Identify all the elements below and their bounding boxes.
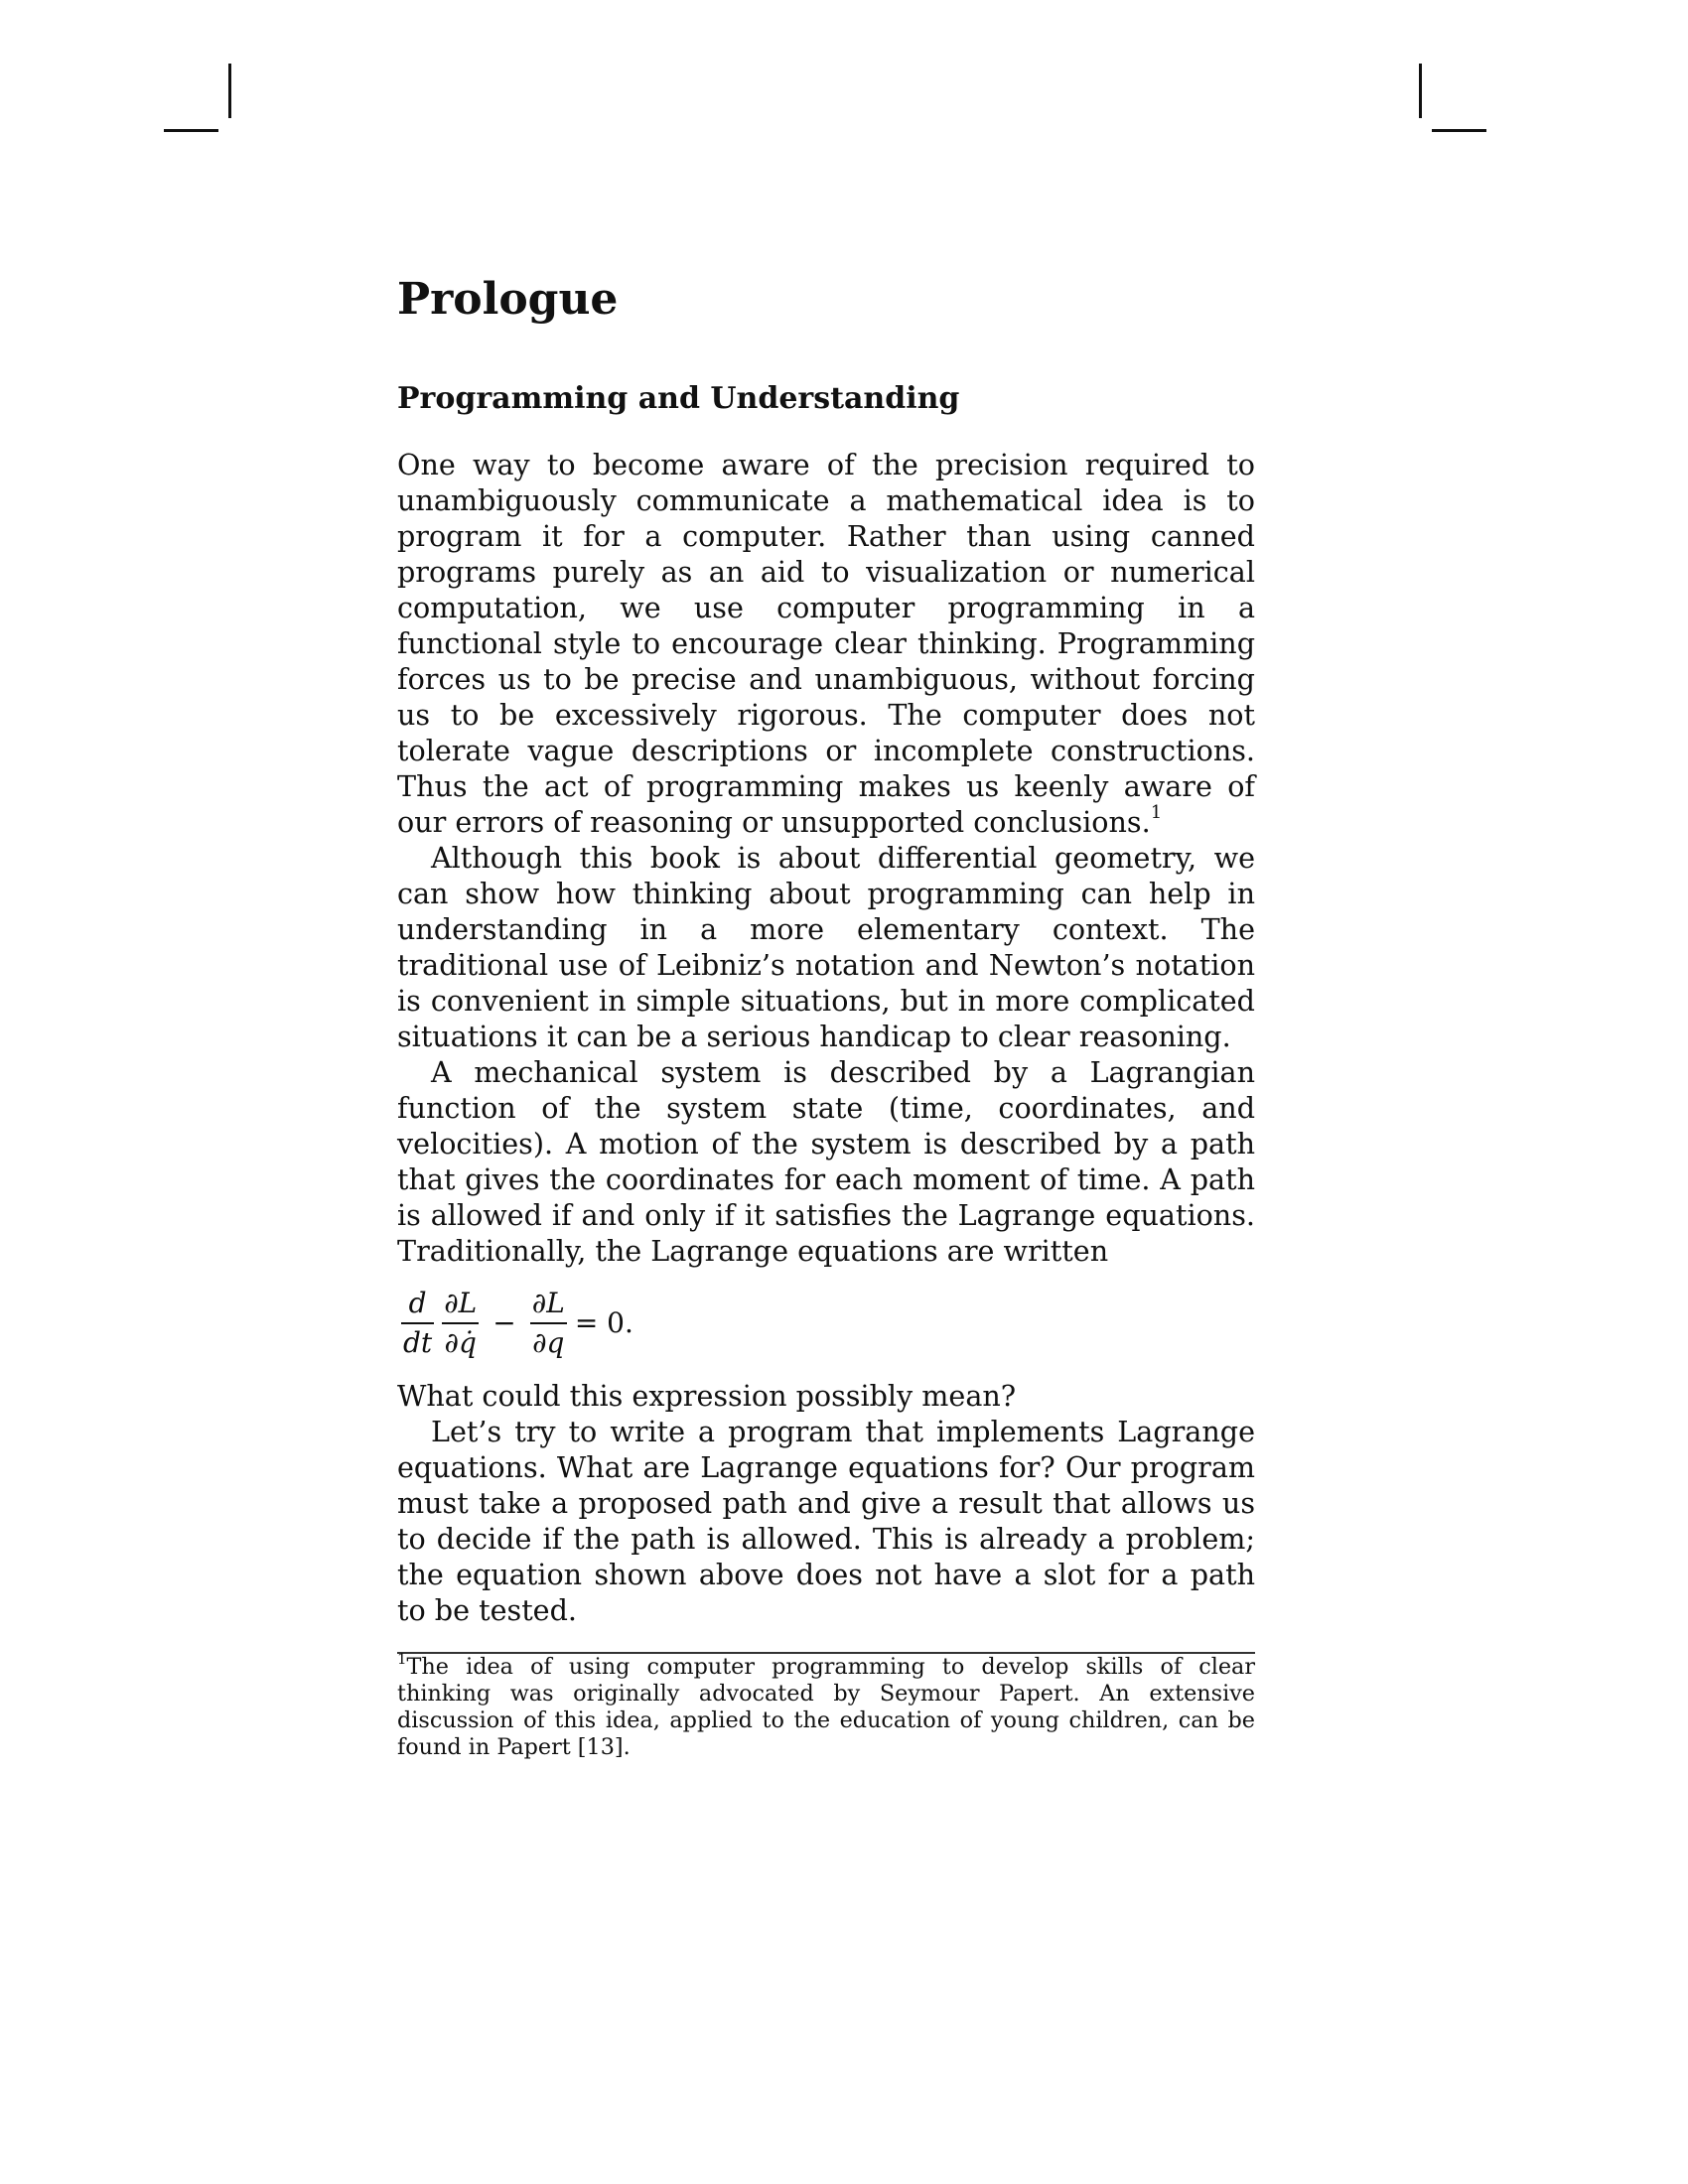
page-content (397, 270, 1255, 1760)
crop-mark-top-right-horizontal (1432, 129, 1486, 132)
crop-mark-top-left-horizontal (164, 129, 218, 132)
section-title: Programming and Understanding (397, 381, 960, 416)
crop-mark-top-left-vertical (228, 64, 231, 118)
body-text (397, 447, 1255, 1761)
footnote-text: The idea of using computer programming to develop skills of clear thinking was originally advocated by Seymour Papert. An extensive discussion of this idea, applied to the education of young children, can be found in Papert [13]. (397, 1653, 1255, 1760)
fraction-dl-dq (530, 1287, 567, 1360)
paragraph-1 (397, 447, 1255, 840)
fraction-numerator: ∂L (531, 1287, 565, 1319)
fraction-d-dt (401, 1287, 434, 1360)
crop-mark-top-right-vertical (1419, 64, 1422, 118)
fraction-dl-dqdot (442, 1287, 479, 1360)
chapter-title: Prologue (397, 274, 619, 325)
fraction-denominator: ∂q (532, 1326, 565, 1359)
fraction-numerator: d (408, 1287, 427, 1319)
paragraph-4: What could this expression possibly mean? (397, 1379, 1017, 1413)
paragraph-1-text: One way to become aware of the precision required to unambiguously communicate a mathematical idea is to program it for a computer. Rather than using canned programs purely as an aid to visualization or numerical computation, we use computer programming in a functional style to encourage clear thinking. Programming forces us to be precise and unambiguous, without forcing us to be excessively rigorous. The computer does not tolerate vague descriptions or incomplete constructions. Thus the act of programming makes us keenly aware of our errors of reasoning or unsupported conclusions. (397, 448, 1255, 839)
footnote (397, 1649, 1255, 1761)
minus-sign: − (492, 1306, 516, 1339)
fraction-denominator: dt (403, 1326, 433, 1359)
fraction-bar (401, 1322, 434, 1324)
footnote-marker: 1 (397, 1649, 407, 1668)
paragraph-2: Although this book is about differential geometry, we can show how thinking about programming can help in understanding in a more elementary context. The traditional use of Leibniz’s notation and Newton’s notation is convenient in simple situations, but in more complicated situations it can be a serious handicap to clear reasoning. (397, 841, 1255, 1053)
footnote-reference[interactable]: 1 (1150, 802, 1163, 823)
lagrange-equation (397, 1283, 1255, 1364)
fraction-bar (530, 1322, 567, 1324)
fraction-denominator: ∂q̇ (444, 1326, 477, 1359)
equals-zero: = 0. (574, 1306, 633, 1339)
paragraph-5: Let’s try to write a program that implements Lagrange equations. What are Lagrange equations for? Our program must take a proposed path and give a result that allows us to decide if the path is allowed. This is already a problem; the equation shown above does not have a slot for a path to be tested. (397, 1415, 1255, 1627)
paragraph-3: A mechanical system is described by a Lagrangian function of the system state (time, coordinates, and velocities). A motion of the system is described by a path that gives the coordinates for each moment of time. A path is allowed if and only if it satisfies the Lagrange equations. Traditionally, the Lagrange equations are written (397, 1055, 1255, 1268)
fraction-numerator: ∂L (444, 1287, 478, 1319)
fraction-bar (442, 1322, 479, 1324)
